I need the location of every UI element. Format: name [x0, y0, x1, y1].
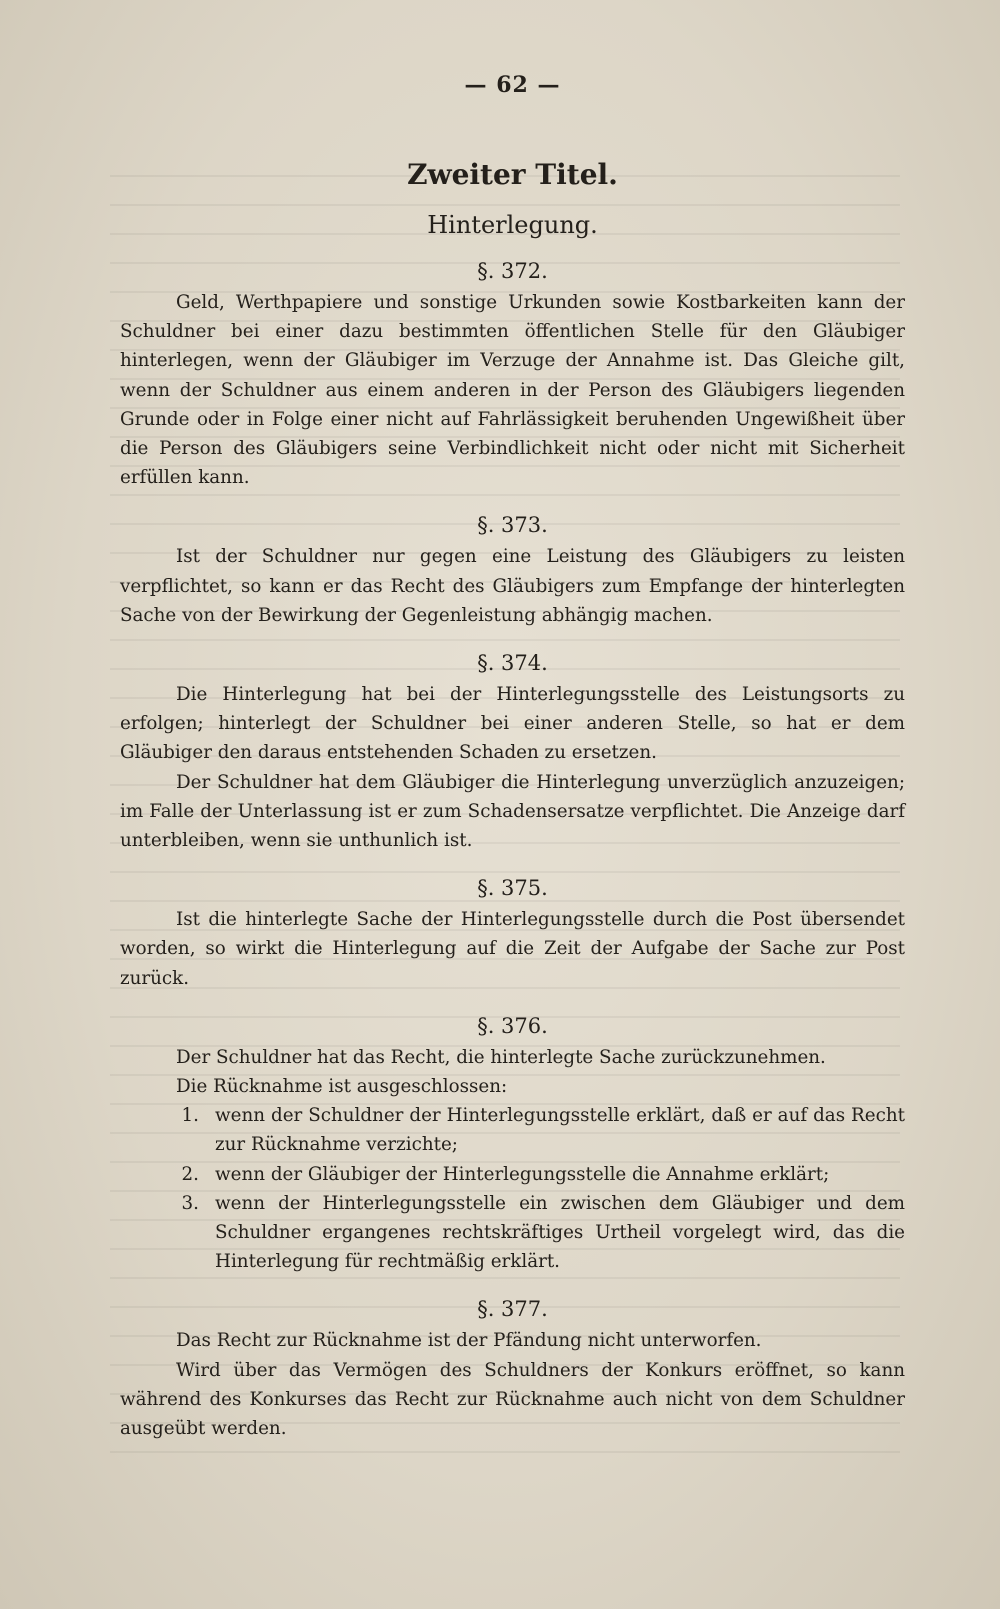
section-heading: §. 374. — [477, 651, 548, 676]
list-item-number: 3. — [181, 1192, 199, 1214]
list-item-text: wenn der Gläubiger der Hinterlegungsstelle die Annahme erklärt; — [215, 1163, 830, 1185]
section-heading: §. 377. — [477, 1297, 548, 1322]
section-heading: §. 376. — [477, 1013, 548, 1038]
list-item-number: 2. — [181, 1163, 199, 1185]
section-375 — [120, 873, 905, 993]
section-heading: §. 375. — [477, 876, 548, 901]
section-heading: §. 373. — [477, 513, 548, 538]
section-374 — [120, 648, 905, 855]
paragraph: Das Recht zur Rücknahme ist der Pfändung nicht unterworfen. — [176, 1330, 762, 1352]
page-number: — 62 — — [464, 72, 561, 98]
list-item-text: wenn der Hinterlegungsstelle ein zwischen dem Gläubiger und dem Schuldner ergangenes rechtskräftiges Urtheil vorgelegt wird, das die Hinterlegung für rechtmäßig erklärt. — [215, 1192, 905, 1273]
section-373 — [120, 510, 905, 630]
paragraph: Ist die hinterlegte Sache der Hinterlegungsstelle durch die Post übersendet worden, so wirkt die Hinterlegung auf die Zeit der Aufgabe der Sache zur Post zurück. — [120, 909, 905, 989]
chapter-subtitle: Hinterlegung. — [427, 211, 598, 239]
paragraph: Der Schuldner hat dem Gläubiger die Hinterlegung unverzüglich anzuzeigen; im Falle der Unterlassung ist er zum Schadensersatze verpflichtet. Die Anzeige darf unterbleiben, wenn sie unthunlich ist. — [120, 771, 905, 852]
list-item-number: 1. — [181, 1105, 199, 1127]
list-item — [120, 1189, 905, 1277]
paragraph: Die Hinterlegung hat bei der Hinterlegungsstelle des Leistungsorts zu erfolgen; hinterlegt der Schuldner bei einer anderen Stelle, so hat er dem Gläubiger den daraus entstehenden Schaden zu ersetzen. — [120, 684, 905, 764]
paragraph: Der Schuldner hat das Recht, die hinterlegte Sache zurückzunehmen. — [176, 1046, 826, 1068]
section-377 — [120, 1294, 905, 1443]
list-item-text: wenn der Schuldner der Hinterlegungsstelle erklärt, daß er auf das Recht zur Rücknahme verzichte; — [215, 1105, 905, 1156]
text-block — [120, 70, 905, 1443]
section-376 — [120, 1011, 905, 1277]
paragraph: Geld, Werthpapiere und sonstige Urkunden sowie Kostbarkeiten kann der Schuldner bei einer dazu bestimmten öffentlichen Stelle für den Gläubiger hinterlegen, wenn der Gläubiger im Verzuge der Annahme ist. Das Gleiche gilt, wenn der Schuldner aus einem anderen in der Person des Gläubigers liegenden Grunde oder in Folge einer nicht auf Fahrlässigkeit beruhenden Ungewißheit über die Person des Gläubigers seine Verbindlichkeit nicht oder nicht mit Sicherheit erfüllen kann. — [120, 292, 905, 489]
paragraph: Die Rücknahme ist ausgeschlossen: — [176, 1076, 508, 1098]
section-heading: §. 372. — [477, 259, 548, 283]
paragraph: Ist der Schuldner nur gegen eine Leistung des Gläubigers zu leisten verpflichtet, so kann er das Recht des Gläubigers zum Empfange der hinterlegten Sache von der Bewirkung der Gegenleistung abhängig machen. — [120, 546, 905, 626]
paragraph: Wird über das Vermögen des Schuldners der Konkurs eröffnet, so kann während des Konkurses das Recht zur Rücknahme auch nicht von dem Schuldner ausgeübt werden. — [120, 1359, 905, 1440]
list-item — [120, 1160, 905, 1189]
chapter-title: Zweiter Titel. — [407, 158, 618, 191]
section-372 — [120, 256, 905, 492]
exclusion-list — [120, 1101, 905, 1276]
list-item — [120, 1101, 905, 1159]
